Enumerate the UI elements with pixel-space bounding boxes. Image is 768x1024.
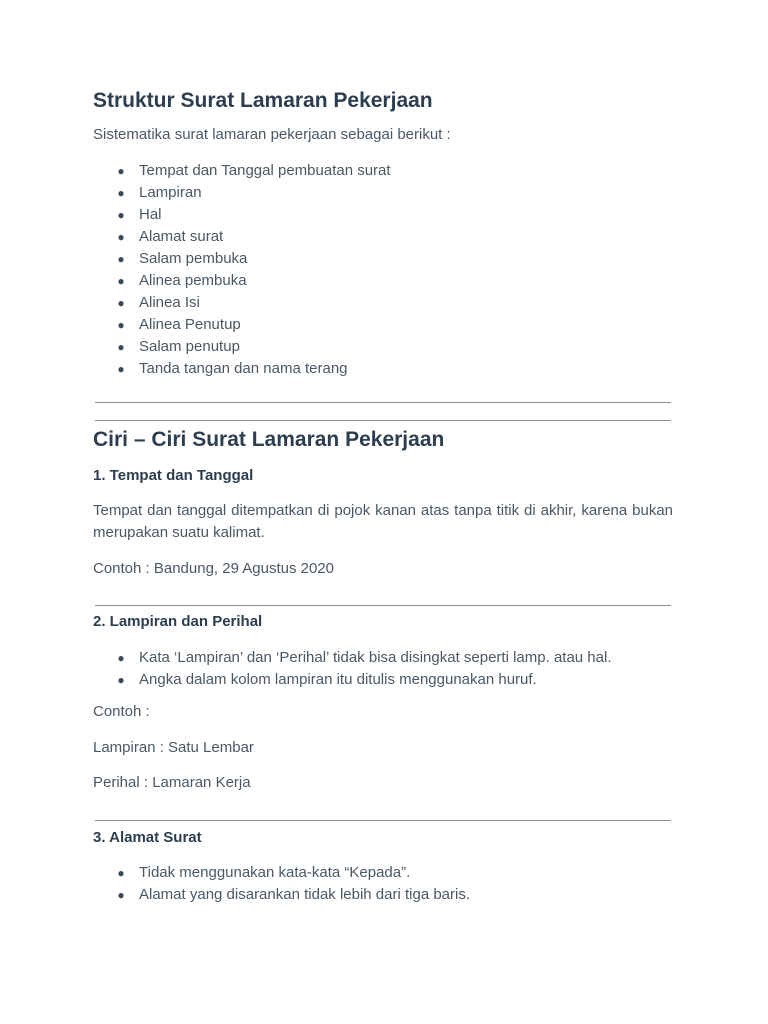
bullet-icon: ●: [117, 673, 125, 687]
list-item: ● Angka dalam kolom lampiran itu ditulis menggunakan huruf.: [93, 669, 612, 691]
bullet-icon: ●: [117, 651, 125, 665]
perihal-example-line: Perihal : Lamaran Kerja: [93, 774, 251, 791]
subsection-heading-alamat: 3. Alamat Surat: [93, 829, 202, 846]
bullet-icon: ●: [117, 230, 125, 244]
list-item: ● Alinea pembuka: [93, 270, 391, 292]
bullet-icon: ●: [117, 318, 125, 332]
list-item: ● Alamat surat: [93, 226, 391, 248]
lampiran-example-line: Lampiran : Satu Lembar: [93, 739, 254, 756]
list-item: ● Tempat dan Tanggal pembuatan surat: [93, 160, 391, 182]
bullet-icon: ●: [117, 274, 125, 288]
bullet-icon: ●: [117, 164, 125, 178]
list-item: ● Alinea Penutup: [93, 314, 391, 336]
list-item: ● Salam pembuka: [93, 248, 391, 270]
tempat-paragraph: Tempat dan tanggal ditempatkan di pojok kanan atas tanpa titik di akhir, karena bukan merupakan suatu kalimat.: [93, 502, 673, 541]
bullet-icon: ●: [117, 340, 125, 354]
list-item: ● Kata ‘Lampiran’ dan ‘Perihal’ tidak bisa disingkat seperti lamp. atau hal.: [93, 647, 612, 669]
section-title-struktur: Struktur Surat Lamaran Pekerjaan: [93, 89, 433, 112]
bullet-icon: ●: [117, 866, 125, 880]
list-item: ● Alinea Isi: [93, 292, 391, 314]
section-intro: Sistematika surat lamaran pekerjaan sebagai berikut :: [93, 126, 451, 143]
subsection-heading-lampiran: 2. Lampiran dan Perihal: [93, 613, 263, 630]
bullet-icon: ●: [117, 186, 125, 200]
list-item: ● Lampiran: [93, 182, 391, 204]
section-title-ciri: Ciri – Ciri Surat Lamaran Pekerjaan: [93, 428, 445, 451]
list-item: ● Tanda tangan dan nama terang: [93, 358, 391, 380]
bullet-icon: ●: [117, 296, 125, 310]
bullet-icon: ●: [117, 252, 125, 266]
horizontal-rule: [95, 605, 671, 606]
lampiran-example-label: Contoh :: [93, 703, 150, 720]
bullet-icon: ●: [117, 208, 125, 222]
bullet-icon: ●: [117, 888, 125, 902]
bullet-icon: ●: [117, 362, 125, 376]
horizontal-rule: [95, 402, 671, 403]
list-item: ● Alamat yang disarankan tidak lebih dari tiga baris.: [93, 884, 470, 906]
horizontal-rule: [95, 420, 671, 421]
list-item: ● Tidak menggunakan kata-kata “Kepada”.: [93, 862, 470, 884]
struktur-list: [93, 160, 391, 380]
alamat-list: [93, 862, 470, 906]
subsection-heading-tempat: 1. Tempat dan Tanggal: [93, 467, 254, 484]
list-item: ● Salam penutup: [93, 336, 391, 358]
list-item: ● Hal: [93, 204, 391, 226]
lampiran-list: [93, 647, 612, 691]
tempat-example: Contoh : Bandung, 29 Agustus 2020: [93, 560, 335, 577]
horizontal-rule: [95, 820, 671, 821]
